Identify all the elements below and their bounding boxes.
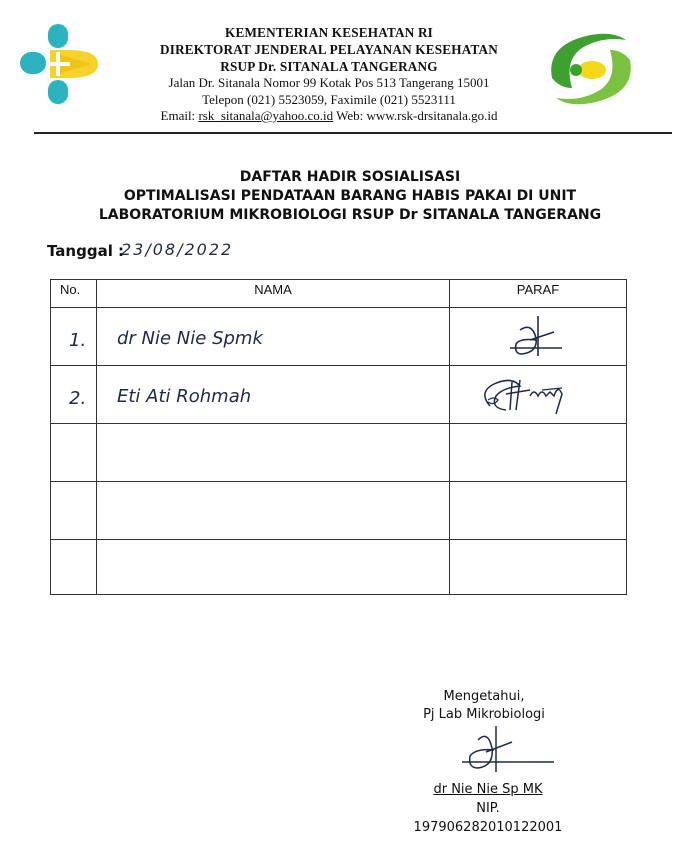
document-title — [40, 168, 660, 225]
row-nama — [97, 366, 450, 423]
ack-line-1: Mengetahui, — [443, 689, 525, 704]
letterhead-ministry: KEMENTERIAN KESEHATAN RI — [224, 25, 433, 40]
approver-signature — [460, 722, 560, 778]
row-nama-text: dr Nie Nie Spmk — [117, 328, 263, 349]
row-nama — [97, 482, 450, 539]
signer-block — [405, 780, 571, 837]
ack-line-2: Pj Lab Mikrobiologi — [423, 707, 545, 722]
email-link[interactable]: rsk_sitanala@yahoo.co.id — [198, 108, 334, 123]
row-nama-text: Eti Ati Rohmah — [117, 386, 252, 407]
date-label: Tanggal : — [47, 242, 125, 260]
letterhead-divider — [34, 132, 672, 134]
acknowledgement — [398, 688, 570, 724]
web-link: www.rsk-drsitanala.go.id — [366, 108, 498, 123]
row-nama — [97, 540, 450, 594]
kemenkes-logo — [14, 20, 102, 108]
letterhead-contact — [120, 108, 538, 125]
row-no-text: 2. — [69, 388, 87, 409]
table-row — [51, 540, 626, 594]
row-paraf — [450, 424, 626, 481]
header-paraf: PARAF — [516, 282, 560, 297]
web-label: Web: — [333, 108, 367, 123]
attendance-table — [50, 279, 627, 595]
email-label: Email: — [160, 108, 199, 123]
row-no — [51, 308, 97, 365]
letterhead-address: Jalan Dr. Sitanala Nomor 99 Kotak Pos 513 Tangerang 15001 — [168, 75, 490, 90]
table-row — [51, 424, 626, 482]
hospital-logo — [542, 26, 640, 112]
header-nama: NAMA — [97, 280, 450, 307]
row-paraf — [450, 308, 626, 365]
letterhead — [120, 24, 538, 125]
row-no — [51, 540, 97, 594]
row-nama — [97, 308, 450, 365]
title-line-3: LABORATORIUM MIKROBIOLOGI RSUP Dr SITANALA TANGERANG — [98, 207, 602, 223]
signature-1 — [450, 308, 626, 366]
letterhead-phone: Telepon (021) 5523059, Faximile (021) 5523111 — [202, 91, 456, 107]
row-no-text: 1. — [69, 330, 87, 351]
title-line-2: OPTIMALISASI PENDATAAN BARANG HABIS PAKAI DI UNIT — [123, 188, 577, 204]
table-header — [51, 280, 626, 308]
row-paraf — [450, 366, 626, 423]
signer-name: dr Nie Nie Sp MK — [433, 782, 543, 797]
signature-2 — [450, 366, 626, 424]
table-row — [51, 482, 626, 540]
row-no — [51, 482, 97, 539]
row-nama — [97, 424, 450, 481]
date-value: 23/08/2022 — [121, 240, 234, 259]
table-row — [51, 308, 626, 366]
letterhead-directorate: DIREKTORAT JENDERAL PELAYANAN KESEHATAN — [160, 42, 498, 57]
row-paraf — [450, 540, 626, 594]
letterhead-hospital: RSUP Dr. SITANALA TANGERANG — [220, 59, 438, 74]
row-no — [51, 424, 97, 481]
row-no — [51, 366, 97, 423]
row-paraf — [450, 482, 626, 539]
table-row — [51, 366, 626, 424]
title-line-1: DAFTAR HADIR SOSIALISASI — [239, 169, 461, 185]
header-no: No. — [51, 280, 97, 307]
signer-nip: NIP. 197906282010122001 — [413, 801, 563, 835]
